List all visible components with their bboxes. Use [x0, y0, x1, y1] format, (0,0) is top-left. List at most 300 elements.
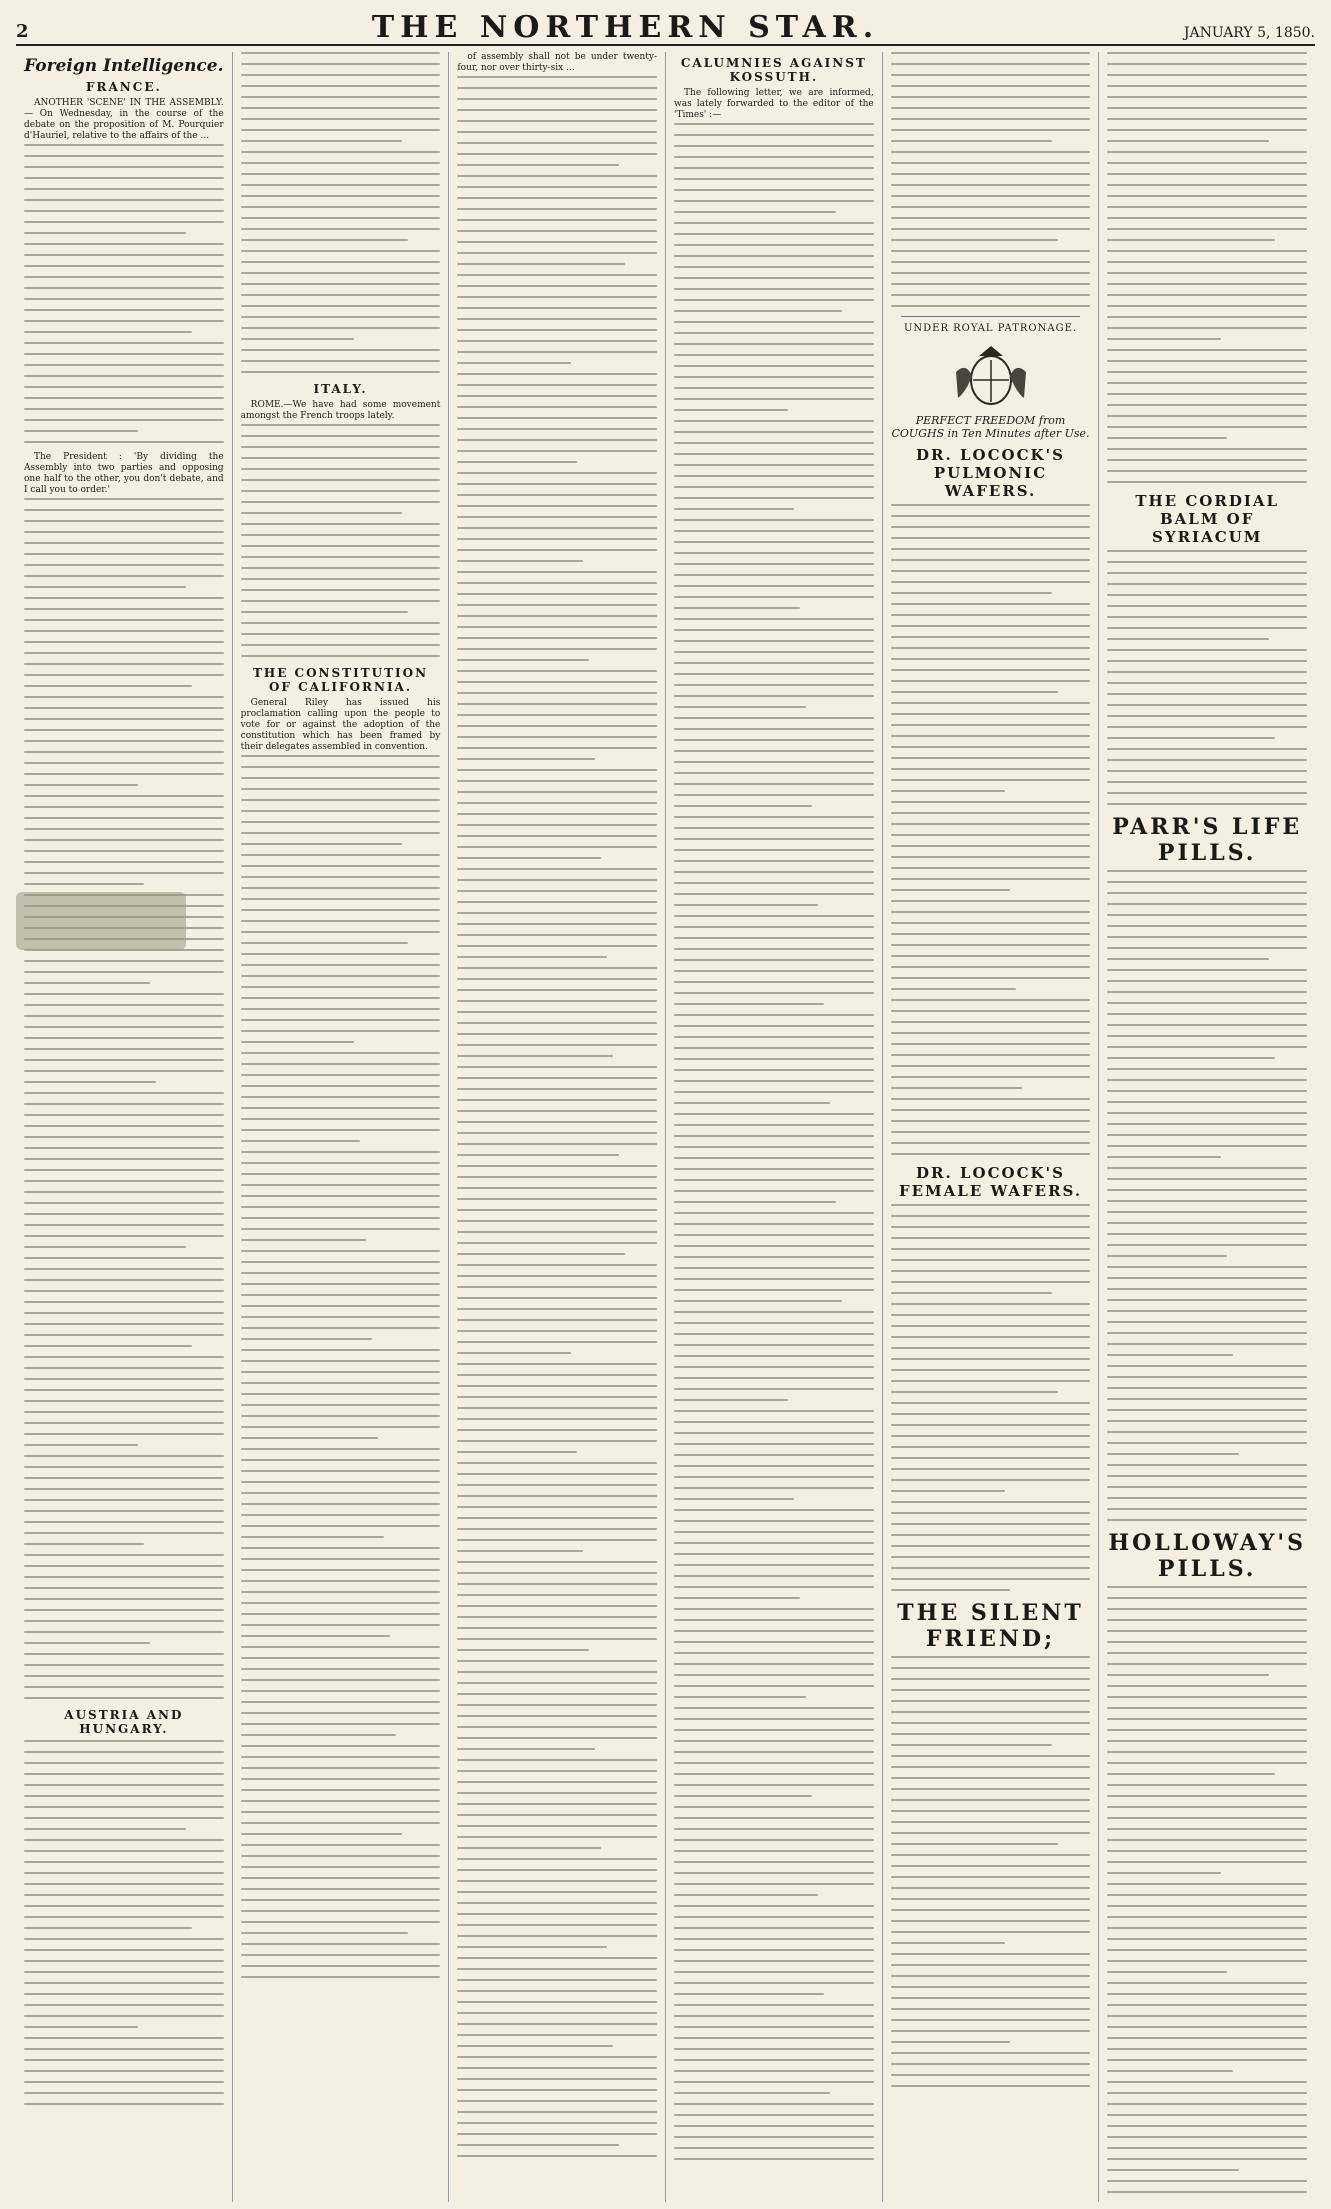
text-line	[891, 746, 1091, 748]
text-line	[24, 663, 224, 665]
text-line	[674, 376, 874, 378]
text-line	[241, 1954, 441, 1956]
text-line	[674, 145, 874, 147]
text-line	[891, 1281, 1091, 1283]
text-line	[457, 1737, 657, 1739]
text-line	[241, 1657, 441, 1659]
text-line	[1107, 437, 1227, 439]
text-line	[1107, 925, 1307, 927]
text-line	[241, 479, 441, 481]
text-line	[457, 1165, 657, 1167]
text-line	[1107, 239, 1275, 241]
text-line	[1107, 1486, 1307, 1488]
text-line	[24, 1411, 224, 1413]
text-line	[891, 636, 1091, 638]
text-line	[457, 1000, 657, 1002]
text-line	[457, 340, 657, 342]
text-block	[891, 1204, 1091, 1591]
text-line	[457, 1330, 657, 1332]
text-line	[674, 299, 874, 301]
text-line	[241, 644, 441, 646]
text-line	[891, 2030, 1091, 2032]
text-line	[674, 1663, 874, 1665]
text-line	[674, 442, 874, 444]
text-line	[674, 2114, 874, 2116]
text-line	[674, 2081, 874, 2083]
text-line	[674, 1333, 874, 1335]
text-line	[891, 1876, 1091, 1878]
text-line	[891, 1578, 1091, 1580]
text-line	[1107, 2059, 1307, 2061]
ad-heading-cordial-balm: THE CORDIAL BALM OF SYRIACUM	[1135, 492, 1280, 546]
text-line	[24, 199, 224, 201]
text-line	[24, 883, 144, 885]
text-line	[891, 1755, 1091, 1757]
text-line	[891, 559, 1091, 561]
text-line	[241, 52, 441, 54]
text-line	[891, 1733, 1091, 1735]
text-line	[891, 272, 1091, 274]
ad-heading-holloways-pills: HOLLOWAY'S PILLS.	[1108, 1530, 1307, 1582]
text-line	[457, 1506, 657, 1508]
text-line	[24, 353, 224, 355]
text-line	[891, 151, 1091, 153]
text-line	[1107, 63, 1307, 65]
text-line	[457, 2012, 657, 2014]
text-line	[457, 1704, 657, 1706]
text-line	[1107, 1123, 1307, 1125]
text-line	[891, 1556, 1091, 1558]
text-line	[457, 1715, 657, 1717]
text-line	[241, 589, 441, 591]
text-line	[241, 435, 441, 437]
text-line	[24, 1806, 224, 1808]
text-line	[674, 2136, 874, 2138]
text-line	[241, 766, 441, 768]
text-line	[241, 1833, 403, 1835]
text-line	[24, 729, 224, 731]
text-line	[241, 1976, 441, 1978]
text-line	[1107, 338, 1221, 340]
text-line	[674, 200, 874, 202]
text-line	[1107, 958, 1269, 960]
text-line	[457, 571, 657, 573]
text-line	[1107, 1332, 1307, 1334]
text-line	[674, 1421, 874, 1423]
column-1	[16, 52, 233, 2202]
text-line	[24, 320, 224, 322]
text-line	[674, 2070, 874, 2072]
text-line	[457, 2111, 657, 2113]
text-line	[24, 1070, 224, 1072]
subheading-france: FRANCE.	[86, 80, 162, 94]
text-line	[1107, 327, 1307, 329]
text-line	[457, 2001, 657, 2003]
text-line	[1107, 1960, 1307, 1962]
text-line	[674, 1311, 874, 1313]
text-line	[1107, 1795, 1307, 1797]
text-line	[241, 1030, 441, 1032]
text-line	[674, 860, 874, 862]
text-line	[674, 321, 874, 323]
text-line	[241, 1503, 441, 1505]
text-line	[891, 1054, 1091, 1056]
text-line	[24, 1169, 224, 1171]
text-line	[24, 872, 224, 874]
text-line	[891, 966, 1091, 968]
text-line	[1107, 969, 1307, 971]
text-line	[457, 1814, 657, 1816]
text-line	[24, 1532, 224, 1534]
text-line	[1107, 715, 1307, 717]
text-line	[1107, 1707, 1307, 1709]
text-line	[457, 1418, 657, 1420]
text-line	[1107, 173, 1307, 175]
text-line	[891, 735, 1091, 737]
subheading-italy: ITALY.	[313, 382, 368, 396]
text-line	[891, 1109, 1091, 1111]
text-line	[241, 887, 441, 889]
text-line	[674, 926, 874, 928]
text-line	[241, 1811, 441, 1813]
text-line	[674, 541, 874, 543]
text-line	[457, 1968, 657, 1970]
text-line	[24, 1279, 224, 1281]
text-line	[241, 217, 441, 219]
text-line	[1107, 914, 1307, 916]
text-line	[891, 603, 1091, 605]
text-line	[457, 2133, 657, 2135]
text-line	[457, 1880, 657, 1882]
text-line	[457, 516, 657, 518]
text-line	[891, 1920, 1091, 1922]
text-line	[891, 911, 1091, 913]
text-line	[891, 1512, 1091, 1514]
text-line	[241, 305, 441, 307]
ink-blot	[16, 892, 186, 950]
text-line	[1107, 947, 1307, 949]
text-line	[1107, 1013, 1307, 1015]
text-line	[457, 1253, 625, 1255]
text-line	[1107, 283, 1307, 285]
text-line	[891, 812, 1091, 814]
text-line	[241, 1767, 441, 1769]
text-line	[891, 1942, 1005, 1944]
text-line	[1107, 2070, 1233, 2072]
text-line	[674, 255, 874, 257]
text-line	[1107, 616, 1307, 618]
text-line	[1107, 1927, 1307, 1929]
text-line	[674, 783, 874, 785]
text-line	[241, 1426, 441, 1428]
text-line	[457, 1869, 657, 1871]
text-line	[457, 1682, 657, 1684]
page-number: 2	[16, 21, 29, 42]
text-line	[24, 1949, 224, 1951]
text-line	[457, 1088, 657, 1090]
text-line	[241, 1899, 441, 1901]
text-line	[457, 1209, 657, 1211]
text-line	[24, 707, 224, 709]
text-line	[24, 1751, 224, 1753]
text-line	[241, 920, 441, 922]
text-line	[891, 1711, 1091, 1713]
text-line	[674, 893, 874, 895]
text-line	[24, 1037, 224, 1039]
text-line	[457, 1847, 601, 1849]
text-line	[674, 189, 874, 191]
text-line	[241, 1063, 441, 1065]
text-line	[24, 441, 224, 443]
text-line	[891, 140, 1053, 142]
text-line	[241, 360, 441, 362]
text-line	[1107, 1233, 1307, 1235]
text-line	[1107, 52, 1307, 54]
text-line	[1107, 2191, 1307, 2193]
ad-heading-parrs-life-pills: PARR'S LIFE PILLS.	[1112, 814, 1303, 866]
text-line	[674, 464, 874, 466]
text-line	[674, 1938, 874, 1940]
text-line	[1107, 151, 1307, 153]
text-line	[674, 1773, 874, 1775]
text-line	[891, 658, 1091, 660]
text-line	[891, 1413, 1091, 1415]
text-line	[241, 1382, 441, 1384]
text-line	[1107, 305, 1307, 307]
text-line	[674, 244, 874, 246]
text-line	[241, 1448, 441, 1450]
text-line	[241, 1459, 441, 1461]
text-line	[674, 761, 874, 763]
text-line	[1107, 870, 1307, 872]
text-line	[1107, 1112, 1307, 1114]
text-line	[891, 1380, 1091, 1382]
text-line	[674, 1058, 874, 1060]
text-line	[24, 1026, 224, 1028]
text-line	[241, 534, 441, 536]
text-line	[1107, 393, 1307, 395]
text-line	[891, 1076, 1091, 1078]
text-line	[24, 1136, 224, 1138]
text-line	[457, 109, 657, 111]
text-line	[24, 1147, 224, 1149]
text-line	[674, 805, 812, 807]
text-line	[241, 1261, 441, 1263]
text-line	[241, 261, 441, 263]
text-line	[457, 934, 657, 936]
text-line	[24, 287, 224, 289]
text-line	[241, 424, 441, 426]
text-line	[674, 1168, 874, 1170]
text-line	[674, 277, 874, 279]
text-line	[24, 509, 224, 511]
text-line	[674, 1344, 874, 1346]
text-line	[1107, 1817, 1307, 1819]
text-line	[891, 96, 1091, 98]
text-line	[1107, 261, 1307, 263]
text-line	[241, 1888, 441, 1890]
text-line	[674, 134, 874, 136]
text-line	[24, 1257, 224, 1259]
text-line	[1107, 85, 1307, 87]
text-line	[891, 63, 1091, 65]
text-line	[674, 1377, 874, 1379]
text-line	[891, 1358, 1091, 1360]
article-para: The President : 'By dividing the Assembly into two parties and opposing one half to the other, you don't debate, and I call you to order.'	[24, 452, 224, 495]
text-line	[457, 824, 657, 826]
text-line	[241, 1074, 441, 1076]
text-line	[241, 832, 441, 834]
text-line	[674, 1696, 806, 1698]
wafers-tagline: PERFECT FREEDOM from COUGHS in Ten Minutes after Use.	[891, 414, 1090, 440]
text-line	[891, 1021, 1091, 1023]
text-line	[241, 1129, 441, 1131]
text-line	[24, 397, 224, 399]
text-line	[674, 1113, 874, 1115]
subheading-california: THE CONSTITUTION OF CALIFORNIA.	[252, 666, 429, 694]
text-line	[457, 1022, 657, 1024]
text-line	[1107, 2015, 1307, 2017]
text-line	[891, 625, 1091, 627]
text-line	[674, 717, 874, 719]
text-line	[891, 977, 1091, 979]
text-line	[241, 1360, 441, 1362]
text-line	[674, 420, 874, 422]
text-line	[674, 695, 874, 697]
text-line	[457, 549, 657, 551]
text-line	[457, 131, 657, 133]
text-line	[457, 1187, 657, 1189]
text-line	[24, 298, 224, 300]
text-line	[457, 846, 657, 848]
text-line	[891, 1204, 1091, 1206]
text-line	[674, 1751, 874, 1753]
text-line	[24, 155, 224, 157]
text-line	[24, 1686, 224, 1688]
text-line	[1107, 980, 1307, 982]
text-line	[891, 184, 1091, 186]
text-line	[241, 854, 441, 856]
text-line	[241, 195, 441, 197]
text-line	[241, 1932, 409, 1934]
text-line	[241, 1239, 367, 1241]
text-line	[674, 728, 874, 730]
text-line	[457, 285, 657, 287]
text-line	[457, 1781, 657, 1783]
text-line	[241, 162, 441, 164]
text-line	[457, 1495, 657, 1497]
text-line	[241, 1558, 441, 1560]
text-line	[891, 1567, 1091, 1569]
text-line	[457, 1770, 657, 1772]
text-line	[24, 1817, 224, 1819]
text-line	[674, 1410, 874, 1412]
text-line	[1107, 96, 1307, 98]
columns	[16, 52, 1315, 2202]
text-line	[1107, 195, 1307, 197]
text-line	[24, 1202, 224, 1204]
text-line	[241, 953, 441, 955]
text-line	[1107, 1674, 1269, 1676]
text-line	[457, 1605, 657, 1607]
text-line	[241, 1580, 441, 1582]
text-line	[891, 1821, 1091, 1823]
text-line	[891, 173, 1091, 175]
text-line	[1107, 1299, 1307, 1301]
text-line	[1107, 1630, 1307, 1632]
text-line	[24, 696, 224, 698]
text-line	[891, 1402, 1091, 1404]
text-line	[1107, 481, 1307, 483]
text-line	[241, 1173, 441, 1175]
text-line	[891, 515, 1091, 517]
text-line	[1107, 1806, 1307, 1808]
text-line	[457, 1517, 657, 1519]
text-line	[891, 1237, 1091, 1239]
text-line	[891, 867, 1091, 869]
text-line	[1107, 1442, 1307, 1444]
text-line	[241, 107, 441, 109]
text-line	[891, 1501, 1091, 1503]
text-line	[457, 1550, 583, 1552]
text-line	[674, 1674, 874, 1676]
text-line	[674, 156, 874, 158]
text-line	[241, 1756, 441, 1758]
text-line	[24, 364, 224, 366]
text-line	[241, 964, 441, 966]
text-line	[1107, 1508, 1307, 1510]
royal-crest-icon	[936, 342, 1046, 412]
text-line	[24, 1587, 224, 1589]
text-line	[1107, 1729, 1307, 1731]
text-line	[457, 857, 601, 859]
text-line	[1107, 1288, 1307, 1290]
ad-heading-pulmonic-wafers: DR. LOCOCK'S PULMONIC WAFERS.	[916, 446, 1065, 500]
text-line	[24, 1004, 224, 1006]
text-line	[891, 1435, 1091, 1437]
text-line	[674, 574, 874, 576]
text-line	[241, 1514, 441, 1516]
text-line	[674, 816, 874, 818]
text-line	[24, 1092, 224, 1094]
text-line	[457, 164, 619, 166]
text-line	[1107, 1971, 1227, 1973]
text-line	[24, 1378, 224, 1380]
text-line	[891, 162, 1091, 164]
text-line	[241, 578, 441, 580]
text-line	[241, 556, 441, 558]
text-line	[1107, 1685, 1307, 1687]
text-line	[674, 497, 874, 499]
text-line	[891, 1446, 1091, 1448]
text-line	[674, 1883, 874, 1885]
text-line	[24, 1675, 224, 1677]
text-line	[24, 2070, 224, 2072]
text-line	[1107, 2158, 1307, 2160]
text-line	[891, 834, 1091, 836]
text-line	[891, 1832, 1091, 1834]
text-line	[674, 1223, 874, 1225]
text-line	[674, 1916, 874, 1918]
text-line	[24, 531, 224, 533]
text-line	[674, 1740, 874, 1742]
text-line	[24, 773, 224, 775]
text-line	[1107, 2004, 1307, 2006]
text-line	[1107, 162, 1307, 164]
text-line	[1107, 1145, 1307, 1147]
text-line	[674, 959, 874, 961]
text-line	[674, 1278, 874, 1280]
